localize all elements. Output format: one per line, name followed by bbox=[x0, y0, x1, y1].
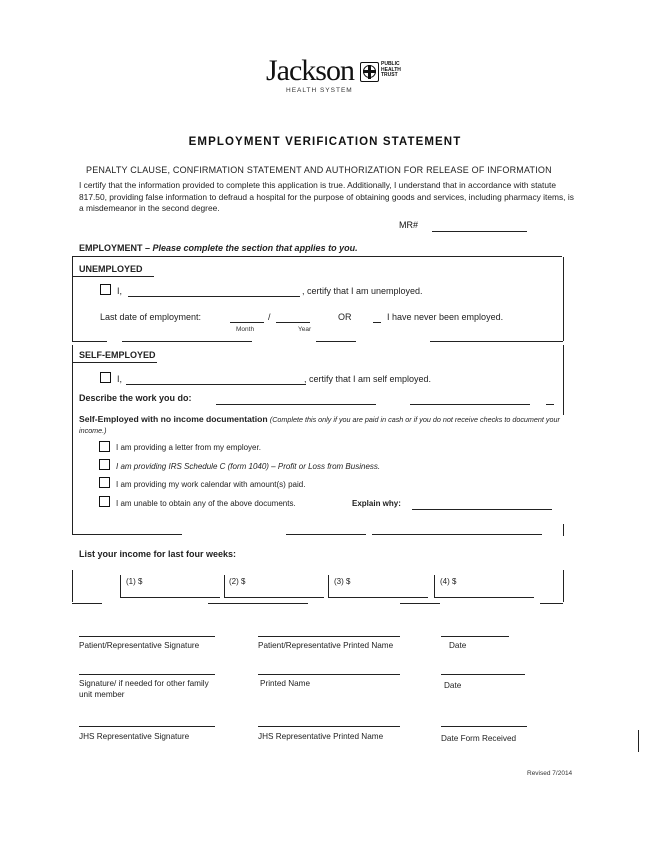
income-bottom-border-d bbox=[540, 603, 563, 604]
logo-wordmark: Jackson bbox=[266, 54, 354, 87]
option-schedule-c: I am providing IRS Schedule C (form 1040) – Profit or Loss from Business. bbox=[116, 462, 381, 471]
family-printed-line[interactable] bbox=[258, 674, 400, 675]
self-employed-heading: SELF-EMPLOYED bbox=[79, 350, 156, 360]
describe-work-field-3[interactable] bbox=[546, 404, 554, 405]
week-1-border bbox=[120, 575, 121, 597]
jhs-printed-label: JHS Representative Printed Name bbox=[258, 732, 384, 741]
income-bottom-border-b bbox=[208, 603, 308, 604]
patient-signature-label: Patient/Representative Signature bbox=[79, 641, 200, 650]
describe-work-label: Describe the work you do: bbox=[79, 393, 192, 403]
describe-work-field[interactable] bbox=[216, 404, 376, 405]
unemployed-bottom-border-a bbox=[72, 341, 107, 342]
last-date-label: Last date of employment: bbox=[100, 312, 202, 322]
family-printed-label: Printed Name bbox=[260, 679, 311, 688]
self-employed-i-label: I, bbox=[117, 374, 123, 384]
income-right-border bbox=[563, 570, 564, 602]
mrn-input[interactable] bbox=[432, 231, 527, 232]
income-left-border bbox=[72, 570, 73, 602]
subtitle: PENALTY CLAUSE, CONFIRMATION STATEMENT AND AUTHORIZATION FOR RELEASE OF INFORMATION bbox=[86, 165, 552, 175]
patient-printed-label: Patient/Representative Printed Name bbox=[258, 641, 394, 650]
family-date-label: Date bbox=[444, 681, 462, 690]
right-margin-mark bbox=[638, 730, 639, 752]
option-work-calendar-checkbox[interactable] bbox=[99, 477, 110, 488]
unemployed-right-border bbox=[563, 257, 564, 341]
mrn-label: MR# bbox=[399, 220, 419, 230]
last-date-month-field[interactable] bbox=[230, 322, 264, 323]
patient-printed-line[interactable] bbox=[258, 636, 400, 637]
option-employer-letter: I am providing a letter from my employer. bbox=[116, 443, 261, 452]
date-received-label: Date Form Received bbox=[441, 734, 517, 743]
unemployed-checkbox[interactable] bbox=[100, 284, 111, 295]
employment-underline bbox=[72, 256, 562, 257]
self-employed-left-border bbox=[72, 345, 73, 535]
unemployed-i-label: I, bbox=[117, 286, 123, 296]
self-employed-heading-underline bbox=[72, 362, 157, 363]
jhs-printed-line[interactable] bbox=[258, 726, 400, 727]
unemployed-statement: , certify that I am unemployed. bbox=[302, 286, 423, 296]
unemployed-heading-underline bbox=[72, 276, 154, 277]
certification-text: I certify that the information provided to complete this application is true. Additionally, I understand that in accordance with statute 817.50, providing false information to defraud a hospital for the purpose of obtaining goods and services, including pharmacy items, is a misdemeanor in the second degree. bbox=[79, 180, 574, 213]
option-unable-checkbox[interactable] bbox=[99, 496, 110, 507]
option-schedule-c-checkbox[interactable] bbox=[99, 459, 110, 470]
patient-date-line[interactable] bbox=[441, 636, 509, 637]
option-unable: I am unable to obtain any of the above documents. bbox=[116, 499, 296, 508]
date-separator: / bbox=[268, 312, 271, 322]
week-4-label: (4) $ bbox=[440, 577, 457, 586]
logo-tagline: PUBLIC HEALTH TRUST bbox=[381, 61, 401, 78]
unemployed-bottom-border-b bbox=[122, 341, 252, 342]
self-employed-right-border bbox=[563, 345, 564, 415]
family-signature-line[interactable] bbox=[79, 674, 215, 675]
week-1-label: (1) $ bbox=[126, 577, 143, 586]
week-3-label: (3) $ bbox=[334, 577, 351, 586]
week-2-label: (2) $ bbox=[229, 577, 246, 586]
page-title: EMPLOYMENT VERIFICATION STATEMENT bbox=[188, 136, 462, 148]
income-bottom-border-c bbox=[400, 603, 440, 604]
no-income-section: Self-Employed with no income documentation (Complete this only if you are paid in cash or if you do not receive checks to document your income.) bbox=[79, 414, 560, 435]
never-employed-label: I have never been employed. bbox=[387, 312, 504, 322]
unemployed-bottom-border-c bbox=[316, 341, 356, 342]
week-4-field[interactable] bbox=[434, 597, 534, 598]
week-2-field[interactable] bbox=[224, 597, 324, 598]
patient-date-label: Date bbox=[449, 641, 467, 650]
unemployed-left-border bbox=[72, 257, 73, 341]
income-bottom-border-a bbox=[72, 603, 102, 604]
never-employed-checkbox[interactable] bbox=[373, 322, 381, 323]
explain-why-field[interactable] bbox=[412, 509, 552, 510]
unemployed-heading: UNEMPLOYED bbox=[79, 264, 143, 274]
self-employed-bottom-border-b bbox=[286, 534, 366, 535]
unemployed-bottom-border-d bbox=[430, 341, 563, 342]
jhs-signature-line[interactable] bbox=[79, 726, 215, 727]
self-employed-bottom-border-a bbox=[72, 534, 182, 535]
logo-subtext: HEALTH SYSTEM bbox=[286, 87, 353, 94]
jhs-signature-label: JHS Representative Signature bbox=[79, 732, 190, 741]
option-employer-letter-checkbox[interactable] bbox=[99, 441, 110, 452]
year-caption: Year bbox=[298, 326, 312, 333]
or-label: OR bbox=[338, 312, 352, 322]
week-4-border bbox=[434, 575, 435, 597]
self-employed-bottom-border-c bbox=[372, 534, 542, 535]
family-date-line[interactable] bbox=[441, 674, 525, 675]
revision-date: Revised 7/2014 bbox=[527, 770, 573, 777]
family-signature-label: Signature/ if needed for other family unit member bbox=[79, 679, 209, 699]
week-1-field[interactable] bbox=[120, 597, 220, 598]
last-date-year-field[interactable] bbox=[276, 322, 310, 323]
employment-heading: EMPLOYMENT – Please complete the section that applies to you. bbox=[79, 243, 358, 253]
public-health-trust-icon bbox=[360, 62, 379, 82]
patient-signature-line[interactable] bbox=[79, 636, 215, 637]
week-3-border bbox=[328, 575, 329, 597]
week-2-border bbox=[224, 575, 225, 597]
month-caption: Month bbox=[236, 326, 255, 333]
date-received-line[interactable] bbox=[441, 726, 527, 727]
self-employed-checkbox[interactable] bbox=[100, 372, 111, 383]
unemployed-name-field[interactable] bbox=[128, 296, 300, 297]
option-work-calendar: I am providing my work calendar with amount(s) paid. bbox=[116, 480, 306, 489]
self-employed-statement: , certify that I am self employed. bbox=[304, 374, 432, 384]
income-heading: List your income for last four weeks: bbox=[79, 549, 237, 559]
describe-work-field-2[interactable] bbox=[410, 404, 530, 405]
self-employed-right-border-b bbox=[563, 524, 564, 536]
self-employed-name-field[interactable] bbox=[126, 384, 306, 385]
explain-why-label: Explain why: bbox=[352, 499, 401, 508]
week-3-field[interactable] bbox=[328, 597, 428, 598]
